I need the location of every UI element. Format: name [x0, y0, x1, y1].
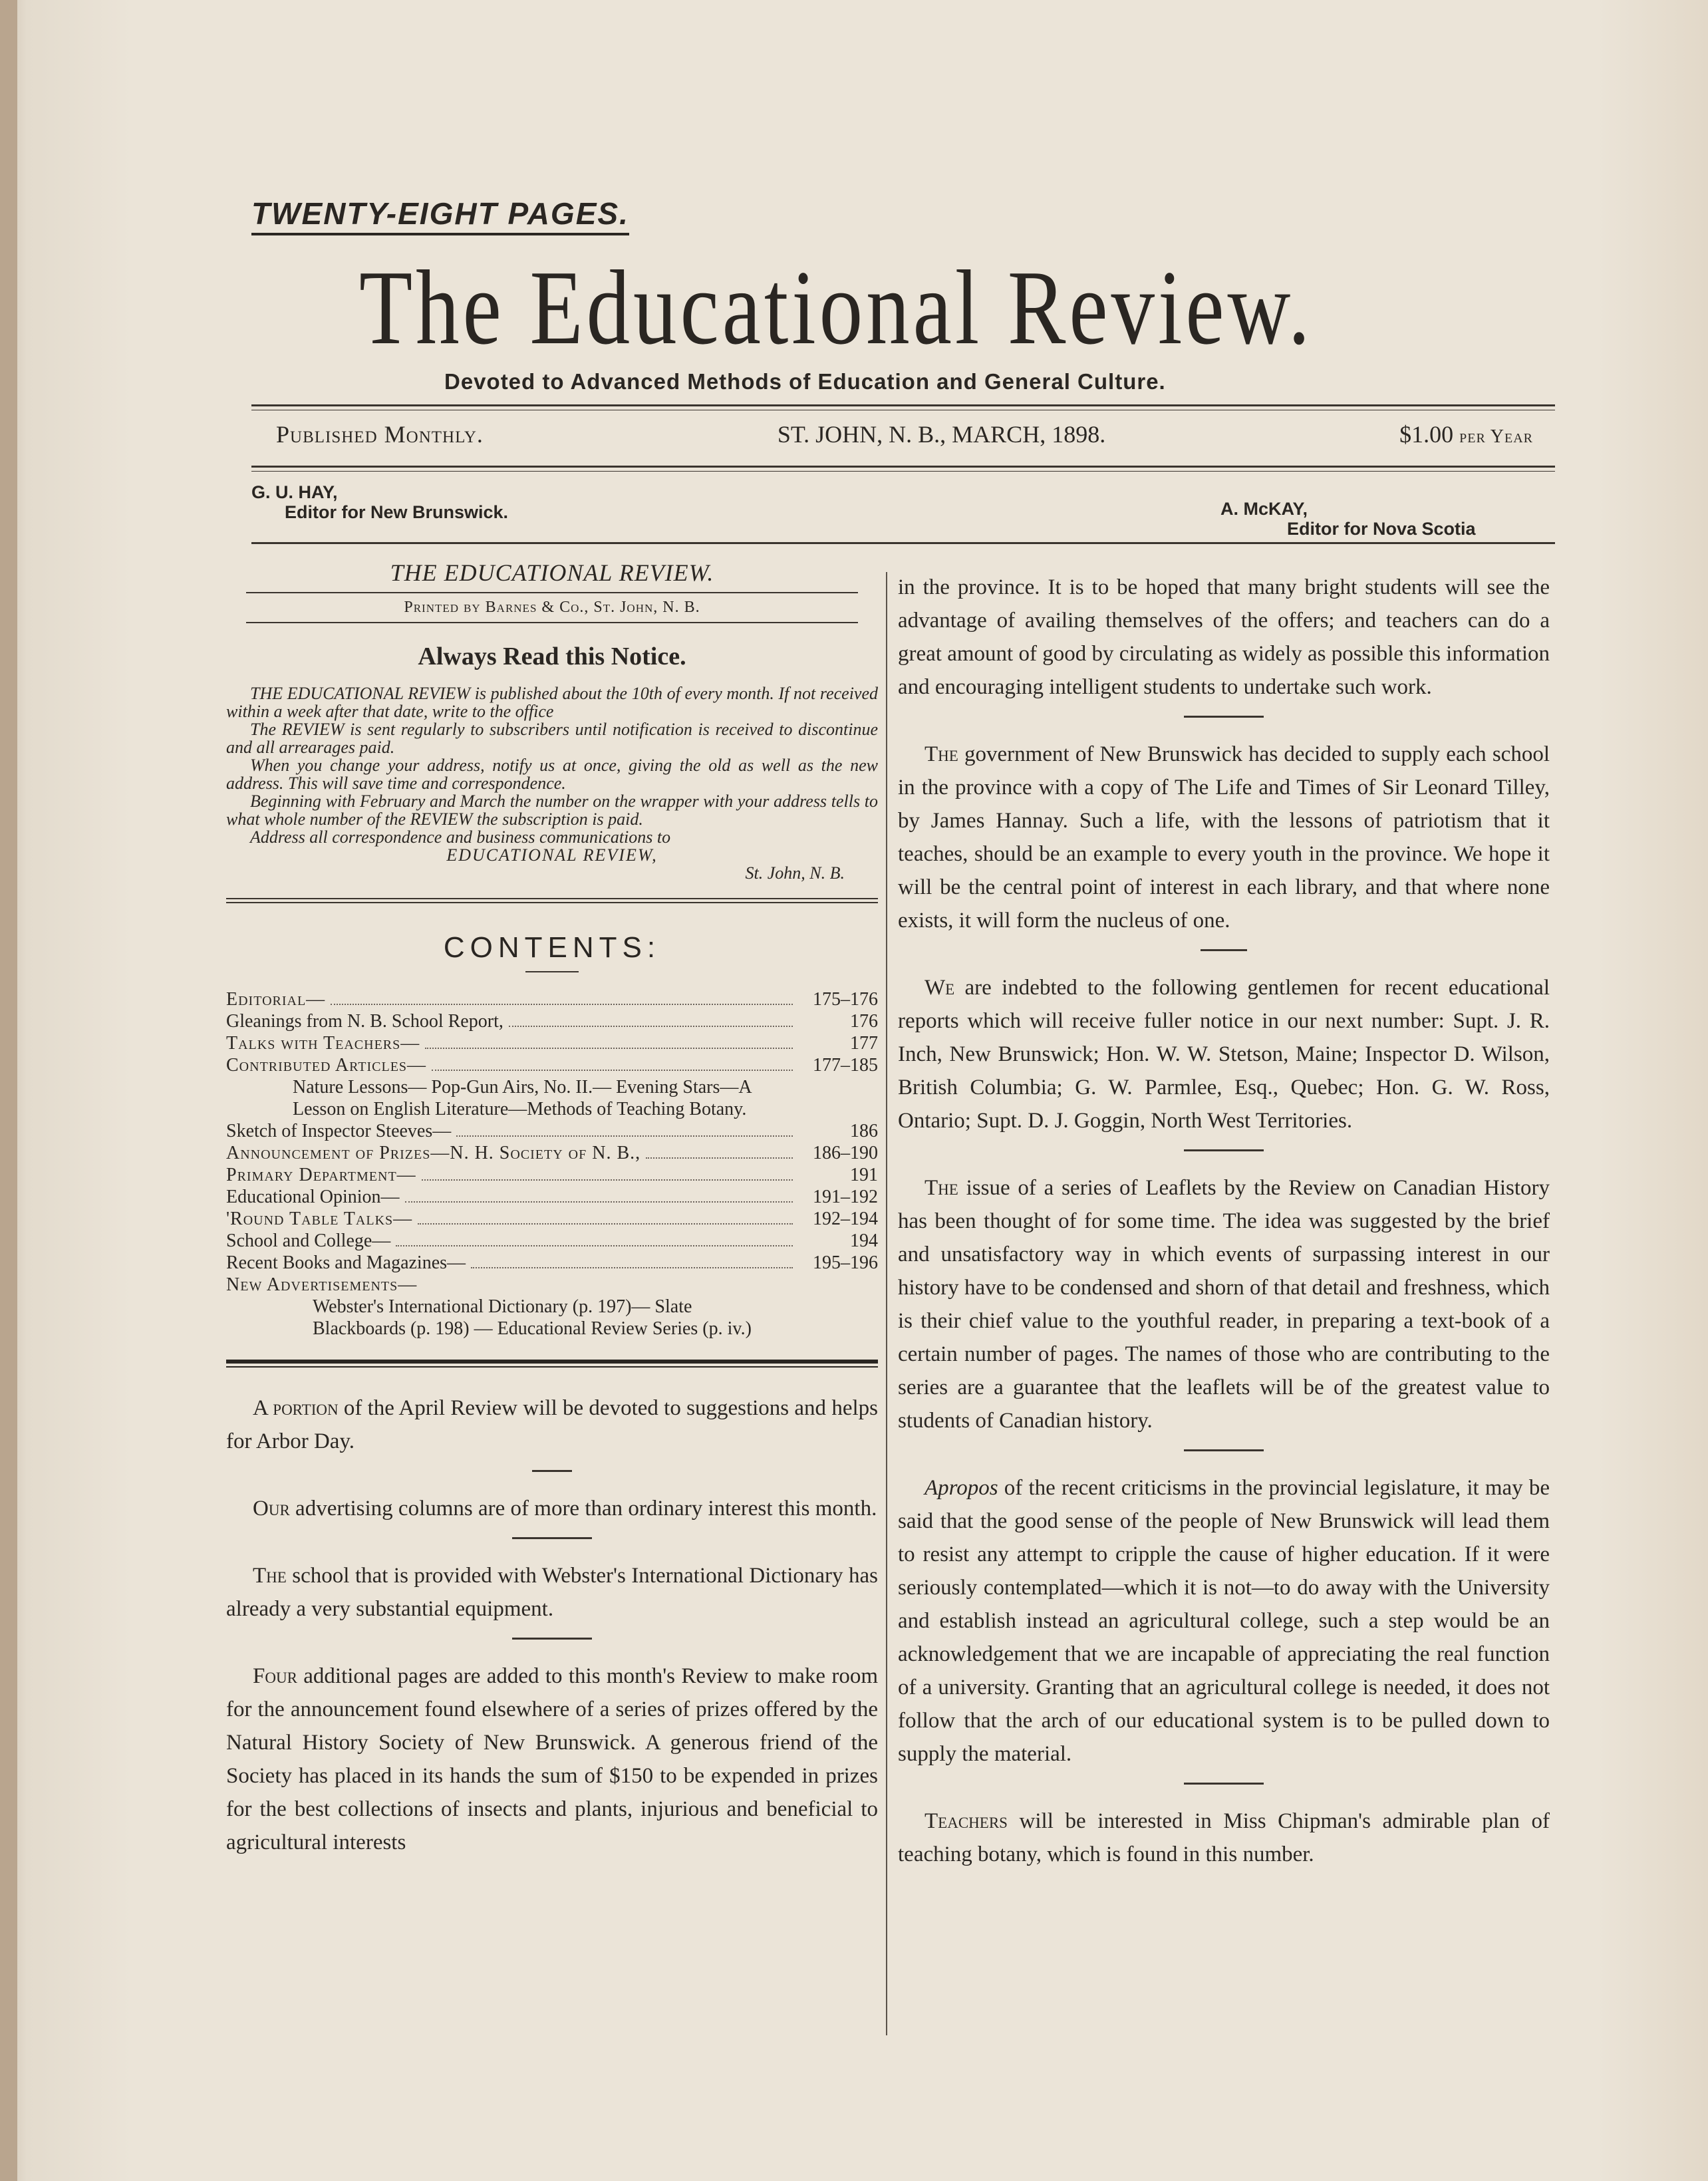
editor-right-name: A. McKAY, [1220, 499, 1308, 519]
paragraph-text: advertising columns are of more than ordinary interest this month. [289, 1497, 877, 1521]
price-amount: $1.00 [1399, 421, 1454, 448]
toc-leader [646, 1157, 793, 1159]
toc-title: Editorial— [226, 989, 326, 1010]
toc-pages: 186 [850, 1121, 878, 1141]
separator [512, 1537, 592, 1539]
notice-paragraph-3: When you change your address, notify us at once, giving the old as well as the new address. This will save time and correspondence. [226, 756, 878, 793]
notice-paragraph-4: Beginning with February and March the number on the wrapper with your address tells to what whole number of the REVIEW the subscription is paid. [226, 792, 878, 829]
toc-title: Primary Department— [226, 1165, 416, 1185]
contents-title: CONTENTS: [443, 931, 661, 964]
paragraph-text: will be interested in Miss Chipman's admirable plan of teaching botany, which is found in this number. [898, 1809, 1550, 1866]
toc-pages: 175–176 [813, 989, 878, 1010]
paragraph [898, 1171, 1550, 1437]
toc-pages: 194 [850, 1231, 878, 1251]
separator [1201, 949, 1247, 951]
separator [512, 1638, 592, 1640]
toc-item [226, 1230, 878, 1252]
toc-item [226, 1164, 878, 1186]
separator [1184, 1783, 1264, 1785]
rule-editors [251, 542, 1555, 544]
toc-leader [425, 1048, 793, 1049]
toc-subitems: Nature Lessons— Pop-Gun Airs, No. II.— Evening Stars—A Lesson on English Literature—Methods of Teaching Botany. [293, 1077, 752, 1119]
contents-end-rule-2 [226, 1366, 878, 1368]
paragraph-lead: Apropos [925, 1476, 998, 1500]
toc-title: Gleanings from N. B. School Report, [226, 1011, 503, 1032]
table-of-contents [226, 988, 878, 1340]
notice-address-city: St. John, N. B. [745, 863, 845, 883]
toc-item [226, 1186, 878, 1208]
paragraph-text: of the recent criticisms in the provincial legislature, it may be said that the good sense of the people of New Brunswick will lead them to resist any attempt to cripple the cause of higher education. If it were seriously contemplated—which it is not—to do away with the University and establish instead an agricultural college, such a step would be an acknowledgement that we are incapable of appreciating the real function of a university. Granting that an agricultural college is needed, it does not follow that the arch of our educational system is to be pulled down to supply the material. [898, 1476, 1550, 1766]
toc-item [226, 1032, 878, 1054]
toc-pages: 177 [850, 1033, 878, 1054]
separator [1184, 1449, 1264, 1451]
paragraph-text: issue of a series of Leaflets by the Review on Canadian History has been thought of for some time. The idea was suggested by the brief and unsatisfactory way in which events of surpassing interest in our history have to be condensed and shorn of that detail and freshness, which is their chief value to the youthful reader, in preparing a text-book of a certain number of pages. The names of those who are contributing to the series are a guarantee that the leaflets will be of the greatest value to students of Canadian history. [898, 1176, 1550, 1433]
separator [1184, 1149, 1264, 1151]
contents-bar [525, 971, 579, 972]
paragraph [898, 971, 1550, 1137]
toc-pages: 176 [850, 1011, 878, 1032]
notice-rule-2 [246, 622, 858, 623]
paragraph [898, 571, 1550, 704]
paragraph-text: government of New Brunswick has decided to supply each school in the province with a copy of The Life and Times of Sir Leonard Tilley, by James Hannay. Such a life, with the lessons of patriotism that it teaches, should be an example to every youth in the province. We hope it will be the central point of interest in each library, and that where none exists, it will form the nucleus of one. [898, 742, 1550, 933]
toc-title: Announcement of Prizes—N. H. Society of N. B., [226, 1143, 641, 1163]
notice-heading: Always Read this Notice. [418, 643, 686, 670]
paragraph [898, 738, 1550, 937]
contents-end-rule [226, 1360, 878, 1364]
paragraph-text: in the province. It is to be hoped that many bright students will see the advantage of availing themselves of the offers; and teachers can do a great amount of good by circulating as widely as possible this information and encouraging intelligent students to undertake such work. [898, 575, 1550, 699]
toc-leader [509, 1026, 793, 1027]
toc-title: Contributed Articles— [226, 1055, 427, 1076]
toc-subitems: Webster's International Dictionary (p. 197)— Slate Blackboards (p. 198) — Educational Review Series (p. iv.) [313, 1296, 752, 1339]
notice-paragraph-2: The REVIEW is sent regularly to subscribers until notification is received to discontinue and all arrearages paid. [226, 720, 878, 757]
notice-address-name: EDUCATIONAL REVIEW, [446, 845, 658, 865]
column-divider [886, 572, 887, 2035]
paragraph-lead: We [925, 976, 955, 1000]
toc-item [226, 988, 878, 1010]
rule-mid [251, 466, 1555, 468]
editor-left-name: G. U. HAY, [251, 482, 338, 502]
notice-rule [246, 592, 858, 593]
toc-title: 'Round Table Talks— [226, 1209, 413, 1229]
rule-mid-2 [251, 471, 1555, 472]
paragraph-text: of the April Review will be devoted to suggestions and helps for Arbor Day. [226, 1396, 878, 1453]
toc-title: New Advertisements— [226, 1274, 418, 1295]
place-date: ST. JOHN, N. B., MARCH, 1898. [777, 421, 1106, 448]
paragraph-lead: Teachers [925, 1809, 1008, 1833]
toc-item [226, 1142, 878, 1164]
paragraph-lead: Four [253, 1664, 297, 1688]
toc-pages: 191–192 [813, 1187, 878, 1207]
published-label: Published Monthly. [276, 421, 484, 448]
contents-rule [226, 898, 878, 899]
toc-leader [471, 1267, 793, 1268]
toc-pages: 192–194 [813, 1209, 878, 1229]
paragraph-text: additional pages are added to this month's Review to make room for the announcement found elsewhere of a series of prizes offered by the Natural History Society of New Brunswick. A generous friend of the Society has placed in its hands the sum of $150 to be expended in prizes for the best collections of insects and plants, injurious and beneficial to agricultural interests [226, 1664, 878, 1854]
toc-pages: 177–185 [813, 1055, 878, 1076]
editor-left-role: Editor for New Brunswick. [285, 502, 509, 522]
toc-leader [396, 1245, 793, 1246]
left-column [226, 559, 878, 1859]
paragraph-lead: Our [253, 1497, 290, 1521]
banner: TWENTY-EIGHT PAGES. [251, 196, 629, 235]
binding-edge [0, 0, 17, 2181]
price [1399, 420, 1533, 448]
publication-line [276, 420, 1533, 448]
paragraph-text: are indebted to the following gentlemen for recent educational reports which will receive fuller notice in our next number: Supt. J. R. Inch, New Brunswick; Hon. W. W. Stetson, Maine; Inspector D. Wilson, British Columbia; G. W. Parmlee, Esq., Quebec; Hon. G. W. Ross, Ontario; Supt. D. J. Goggin, North West Territories. [898, 976, 1550, 1133]
toc-leader [432, 1070, 793, 1071]
paragraph [226, 1559, 878, 1626]
toc-item [226, 1054, 878, 1076]
toc-leader [456, 1135, 793, 1137]
printed-by: Printed by Barnes & Co., St. John, N. B. [404, 599, 700, 616]
toc-leader [422, 1179, 793, 1181]
masthead-subtitle: Devoted to Advanced Methods of Education and General Culture. [444, 369, 1166, 394]
paragraph-lead: A portion [253, 1396, 339, 1420]
editor-right-role: Editor for Nova Scotia [1287, 519, 1476, 539]
toc-title: Talks with Teachers— [226, 1033, 420, 1054]
contents-rule-2 [226, 902, 878, 903]
toc-pages: 191 [850, 1165, 878, 1185]
paragraph-lead: The [925, 1176, 958, 1200]
separator [532, 1470, 572, 1472]
left-body [226, 1391, 878, 1859]
paragraph [226, 1492, 878, 1525]
toc-title: Sketch of Inspector Steeves— [226, 1121, 452, 1141]
paragraph-text: school that is provided with Webster's International Dictionary has already a very substantial equipment. [226, 1564, 878, 1621]
paragraph [226, 1391, 878, 1458]
notice-box [226, 559, 878, 882]
paragraph-lead: The [253, 1564, 287, 1588]
notice-title: THE EDUCATIONAL REVIEW. [390, 559, 714, 586]
separator [1184, 716, 1264, 718]
paragraph [226, 1660, 878, 1859]
price-unit: per Year [1459, 426, 1533, 447]
rule-top [251, 404, 1555, 406]
toc-leader [405, 1201, 793, 1203]
notice-paragraph-5: Address all correspondence and business communications to [250, 827, 671, 847]
toc-leader [331, 1004, 793, 1005]
paragraph [898, 1471, 1550, 1771]
right-column [898, 571, 1550, 1871]
toc-item [226, 1120, 878, 1142]
toc-leader [418, 1223, 793, 1225]
toc-pages: 195–196 [813, 1252, 878, 1273]
toc-item [226, 1010, 878, 1032]
editor-nova-scotia [1220, 499, 1476, 539]
toc-item [226, 1252, 878, 1274]
toc-item [226, 1274, 878, 1296]
paragraph-lead: The [925, 742, 958, 766]
toc-title: Recent Books and Magazines— [226, 1252, 466, 1273]
editor-new-brunswick [251, 482, 508, 522]
toc-title: School and College— [226, 1231, 391, 1251]
toc-item [226, 1208, 878, 1230]
toc-title: Educational Opinion— [226, 1187, 400, 1207]
masthead-title: The Educational Review. [359, 248, 1314, 366]
paragraph [898, 1805, 1550, 1871]
toc-pages: 186–190 [813, 1143, 878, 1163]
notice-paragraph-1: THE EDUCATIONAL REVIEW is published about the 10th of every month. If not received within a week after that date, write to the office [226, 684, 878, 721]
